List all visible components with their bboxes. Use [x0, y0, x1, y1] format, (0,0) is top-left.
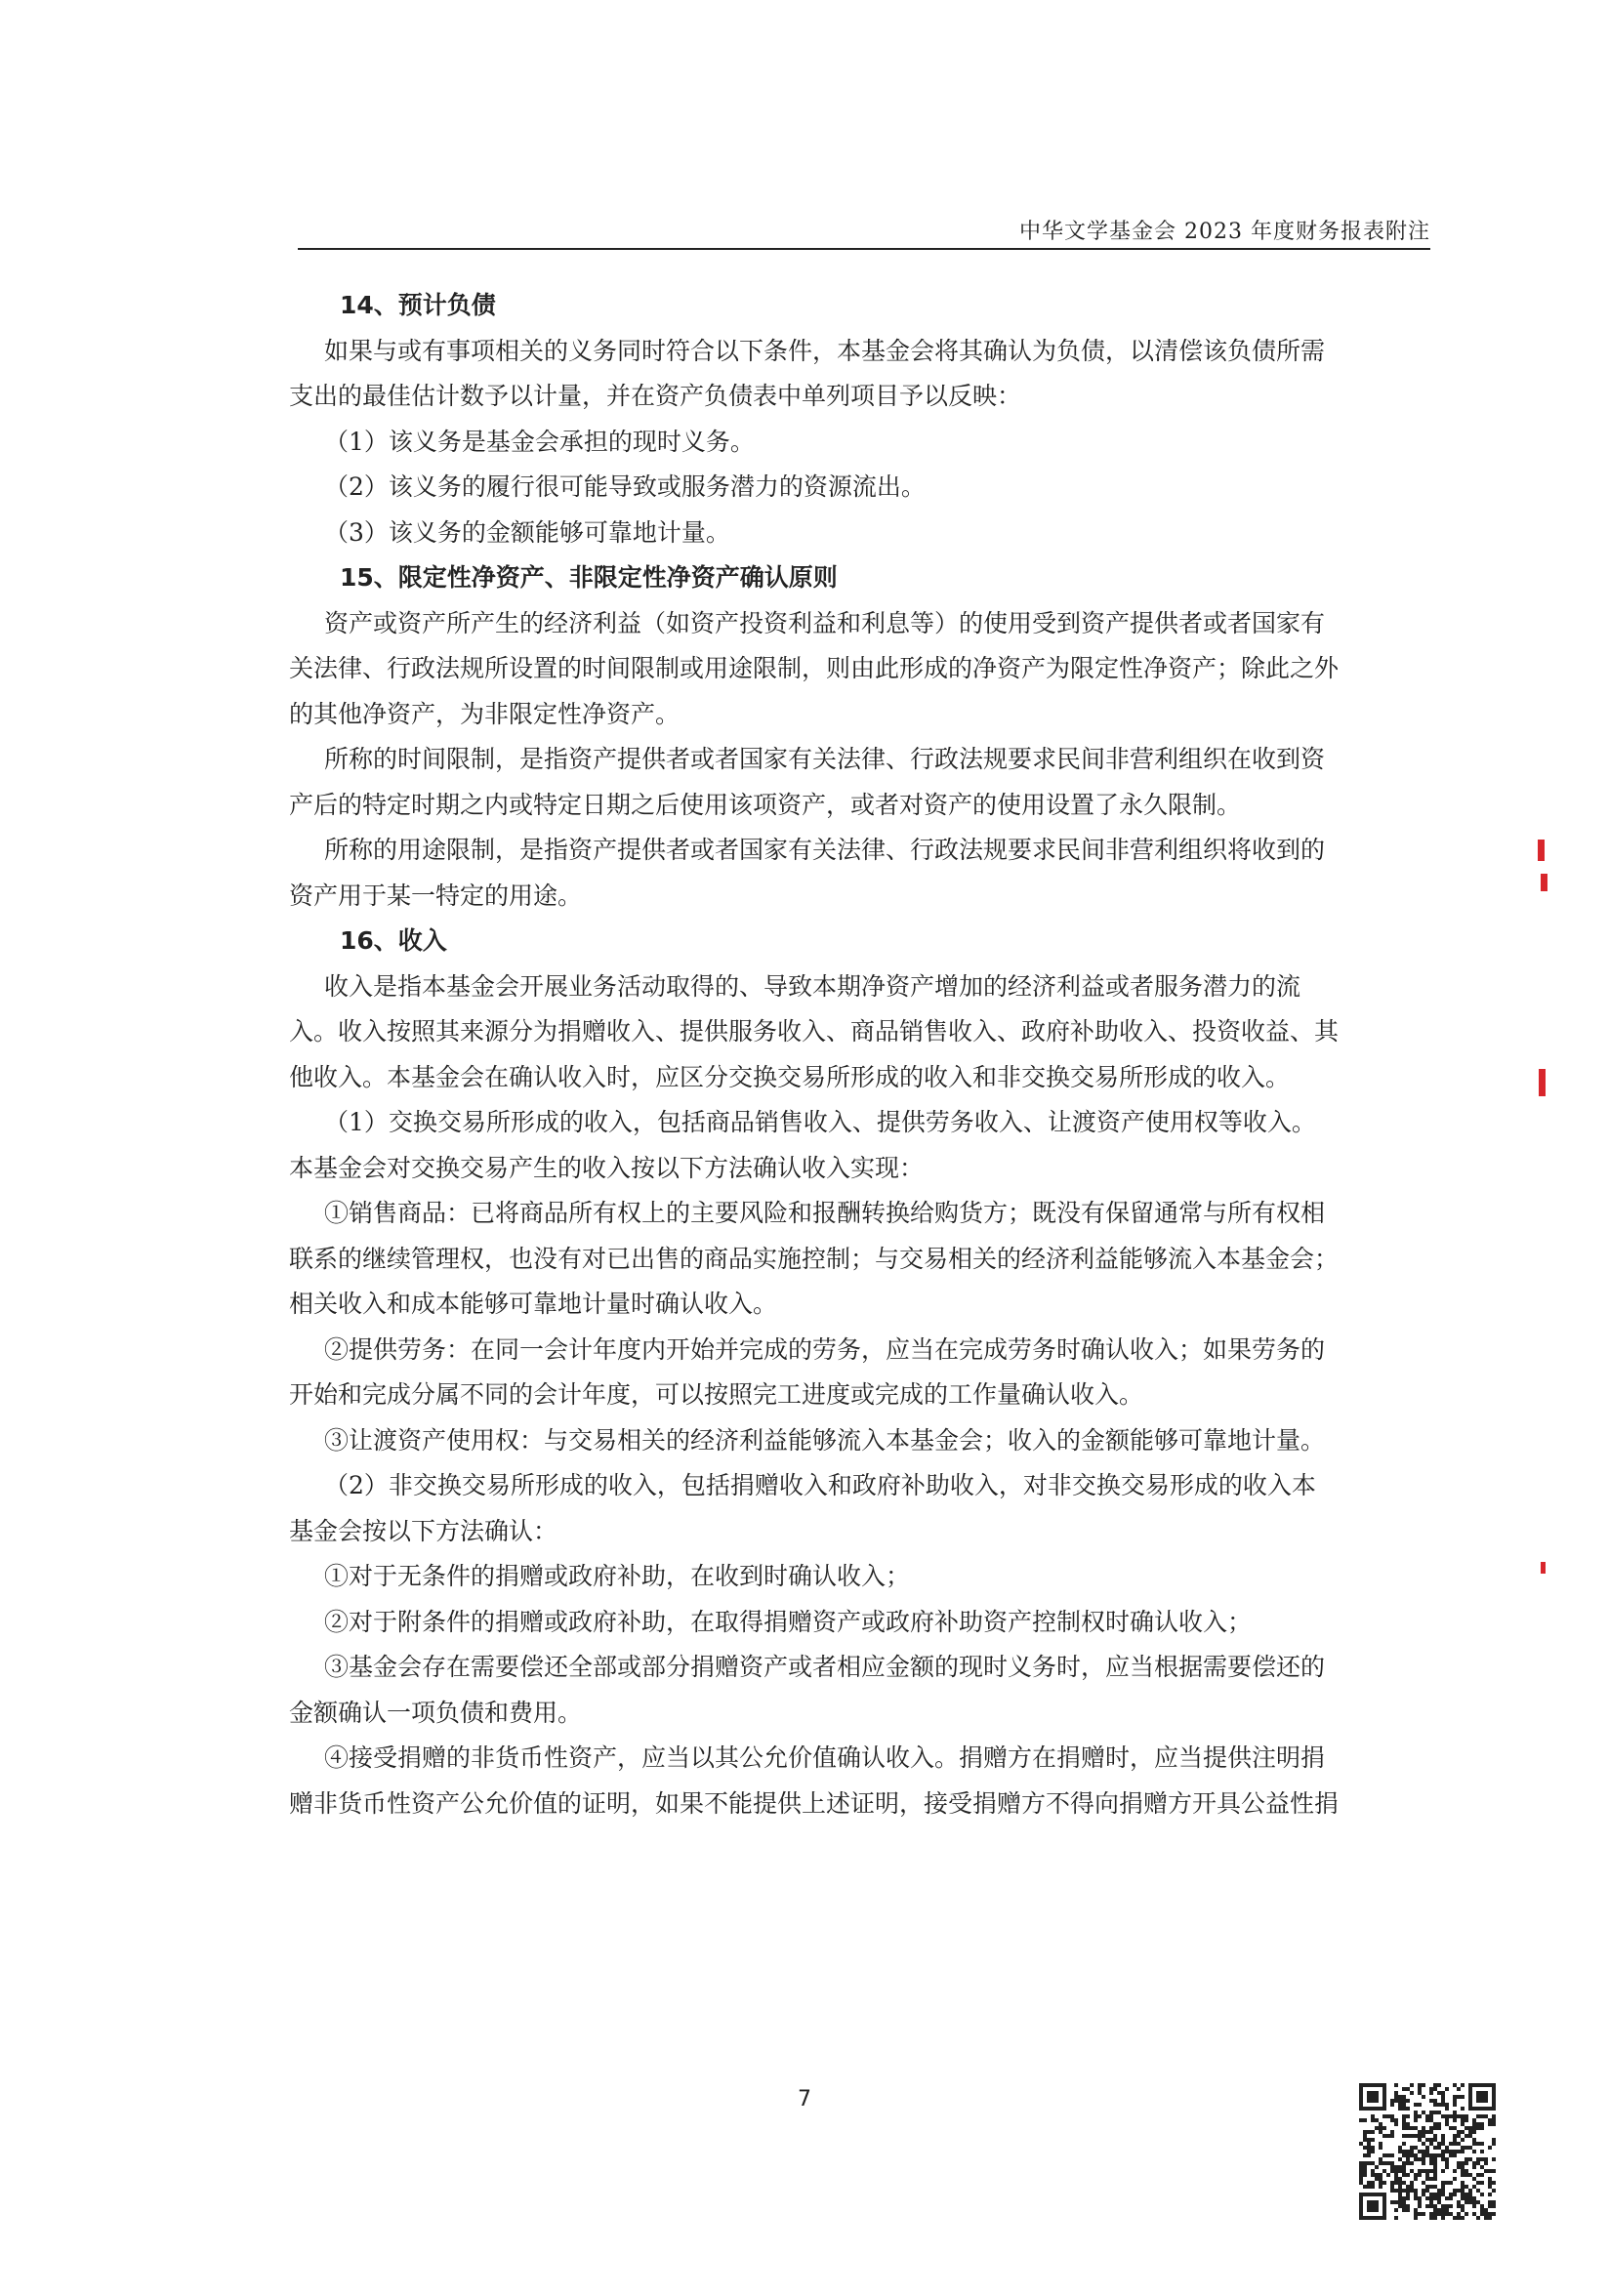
text-line: 金额确认一项负债和费用。: [289, 1698, 583, 1727]
text-line: ①销售商品：已将商品所有权上的主要风险和报酬转换给购货方；既没有保留通常与所有权相: [324, 1199, 1326, 1227]
binding-mark: [1538, 840, 1545, 861]
text-line: （3）该义务的金额能够可靠地计量。: [324, 517, 730, 547]
text-line: （1）该义务是基金会承担的现时义务。: [324, 427, 755, 456]
text-line: 基金会按以下方法确认：: [289, 1516, 558, 1545]
text-line: 所称的用途限制，是指资产提供者或者国家有关法律、行政法规要求民间非营利组织将收到的: [324, 836, 1326, 864]
text-line: ①对于无条件的捐赠或政府补助，在收到时确认收入；: [324, 1562, 911, 1590]
document-body: [289, 283, 1422, 1826]
text-line: 如果与或有事项相关的义务同时符合以下条件，本基金会将其确认为负债，以清偿该负债所需: [324, 336, 1326, 365]
binding-mark: [1541, 874, 1547, 891]
text-line: ③基金会存在需要偿还全部或部分捐赠资产或者相应金额的现时义务时，应当根据需要偿还的: [324, 1653, 1326, 1681]
page-header: [298, 215, 1430, 254]
text-line: 收入是指本基金会开展业务活动取得的、导致本期净资产增加的经济利益或者服务潜力的流: [324, 971, 1301, 1001]
text-line: （2）非交换交易所形成的收入，包括捐赠收入和政府补助收入，对非交换交易形成的收入本: [324, 1471, 1316, 1499]
text-line: 所称的时间限制，是指资产提供者或者国家有关法律、行政法规要求民间非营利组织在收到资: [324, 745, 1326, 773]
text-line: 入。收入按照其来源分为捐赠收入、提供服务收入、商品销售收入、政府补助收入、投资收益、其: [289, 1017, 1340, 1046]
header-rule: [298, 248, 1430, 250]
text-line: 关法律、行政法规所设置的时间限制或用途限制，则由此形成的净资产为限定性净资产；除此之外: [289, 654, 1340, 682]
header-title: 中华文学基金会 2023 年度财务报表附注: [1019, 220, 1430, 244]
text-line: 相关收入和成本能够可靠地计量时确认收入。: [289, 1290, 778, 1318]
binding-mark: [1539, 1069, 1546, 1096]
text-line: ③让渡资产使用权：与交易相关的经济利益能够流入本基金会；收入的金额能够可靠地计量。: [324, 1425, 1326, 1455]
section-heading: 15、限定性净资产、非限定性净资产确认原则: [340, 563, 838, 592]
text-line: 资产或资产所产生的经济利益（如资产投资利益和利息等）的使用受到资产提供者或者国家有: [324, 608, 1326, 637]
text-line: 本基金会对交换交易产生的收入按以下方法确认收入实现：: [289, 1153, 925, 1182]
qr-code: [1359, 2083, 1496, 2220]
text-line: ②对于附条件的捐赠或政府补助，在取得捐赠资产或政府补助资产控制权时确认收入；: [324, 1607, 1253, 1636]
page-number: 7: [798, 2087, 811, 2112]
binding-mark: [1541, 1562, 1546, 1574]
text-line: 开始和完成分属不同的会计年度，可以按照完工进度或完成的工作量确认收入。: [289, 1380, 1144, 1409]
text-line: ④接受捐赠的非货币性资产，应当以其公允价值确认收入。捐赠方在捐赠时，应当提供注明捐: [324, 1743, 1326, 1772]
text-line: 他收入。本基金会在确认收入时，应区分交换交易所形成的收入和非交换交易所形成的收入。: [289, 1062, 1291, 1091]
text-line: 联系的继续管理权，也没有对已出售的商品实施控制；与交易相关的经济利益能够流入本基金会；: [289, 1244, 1340, 1273]
text-line: （2）该义务的履行很可能导致或服务潜力的资源流出。: [324, 472, 926, 501]
text-line: 产后的特定时期之内或特定日期之后使用该项资产，或者对资产的使用设置了永久限制。: [289, 790, 1242, 819]
text-line: 赠非货币性资产公允价值的证明，如果不能提供上述证明，接受捐赠方不得向捐赠方开具公益性捐: [289, 1788, 1340, 1818]
section-heading: 16、收入: [340, 926, 447, 955]
section-heading: 14、预计负债: [340, 291, 496, 319]
text-line: 资产用于某一特定的用途。: [289, 881, 583, 910]
text-line: ②提供劳务：在同一会计年度内开始并完成的劳务，应当在完成劳务时确认收入；如果劳务的: [324, 1334, 1326, 1364]
text-line: 的其他净资产，为非限定性净资产。: [289, 699, 681, 728]
text-line: 支出的最佳估计数予以计量，并在资产负债表中单列项目予以反映：: [289, 382, 1022, 410]
text-line: （1）交换交易所形成的收入，包括商品销售收入、提供劳务收入、让渡资产使用权等收入。: [324, 1108, 1316, 1136]
